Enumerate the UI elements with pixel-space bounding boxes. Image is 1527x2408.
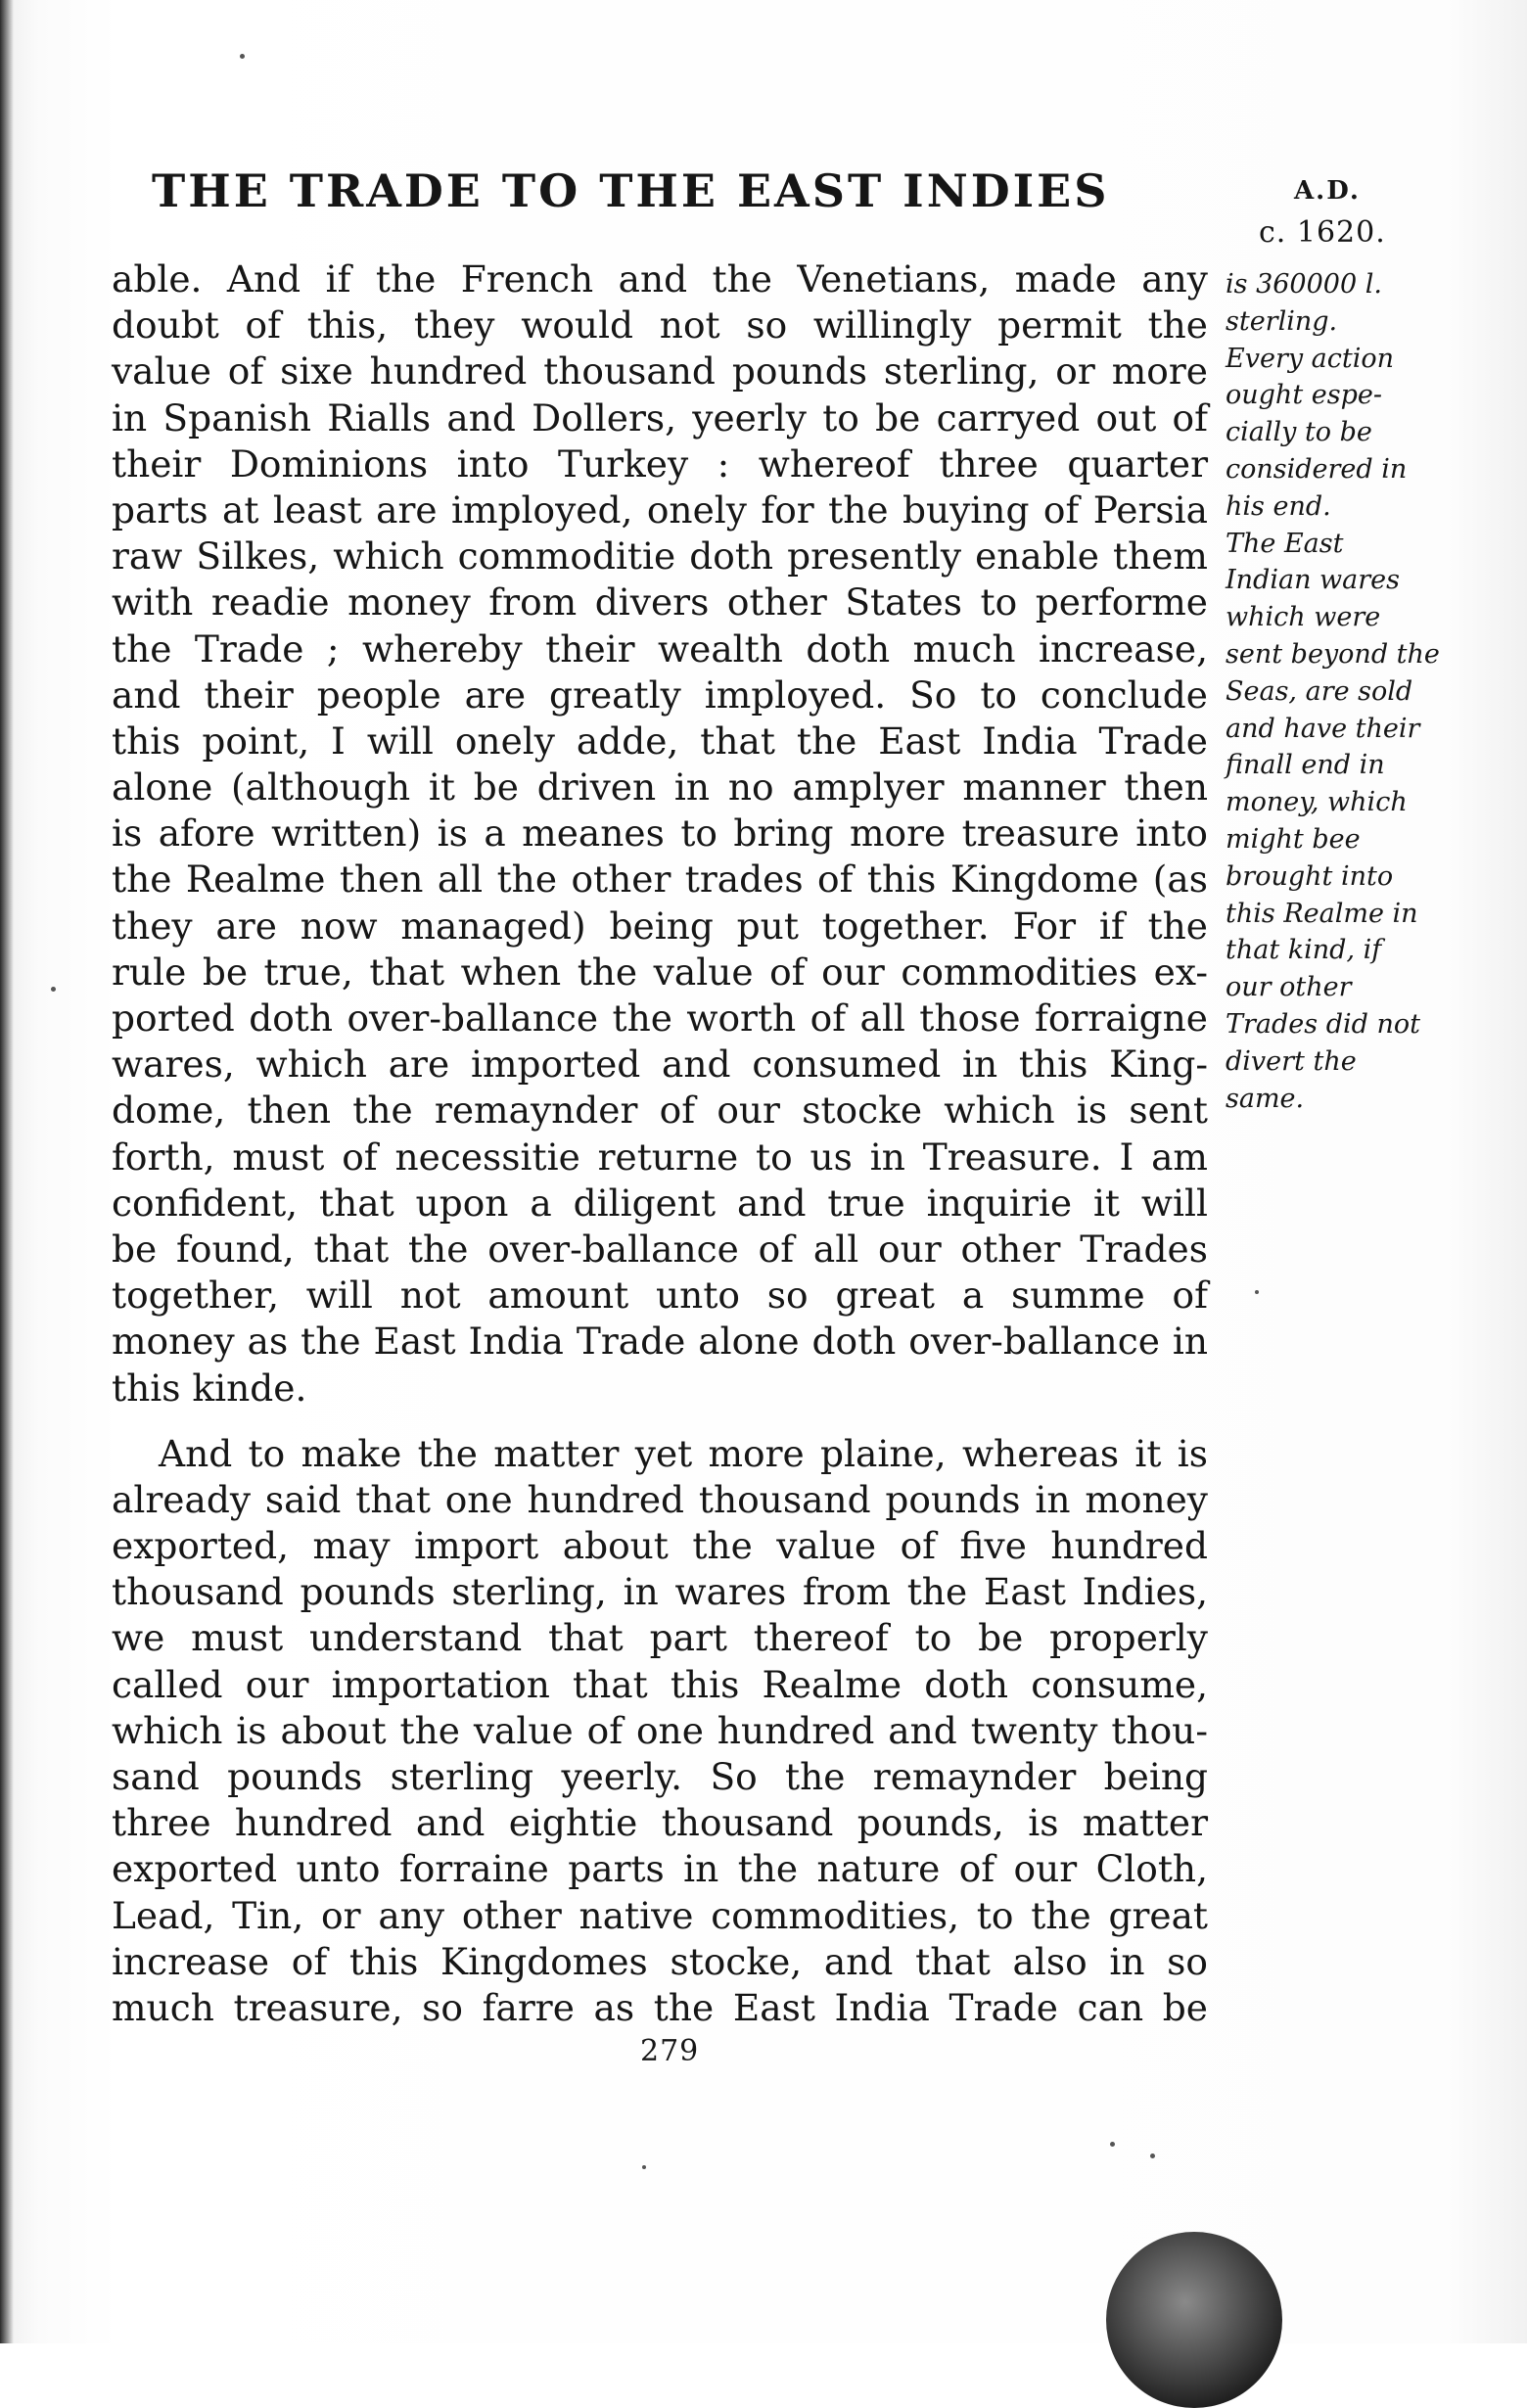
margin-note-line: his end. [1226, 490, 1331, 522]
text-line: with readie money from divers other States to performe [112, 580, 1208, 625]
text-line: together, will not amount unto so great a summe of [112, 1273, 1208, 1318]
text-line: exported, may import about the value of five hundred [112, 1524, 1208, 1568]
text-line: sand pounds sterling yeerly. So the remaynder being [112, 1755, 1208, 1798]
text-line: already said that one hundred thousand pounds in money [112, 1477, 1208, 1521]
era-label: A.D. [1294, 176, 1361, 206]
text-line: we must understand that part thereof to be properly [112, 1616, 1208, 1660]
margin-note-line: and have their [1226, 713, 1420, 744]
text-line: the Trade ; whereby their wealth doth much increase, [112, 626, 1208, 671]
dust-speck [240, 54, 245, 59]
dust-speck [1150, 2153, 1155, 2158]
margin-note-line: ought espe- [1226, 380, 1382, 411]
margin-note-line: sent beyond the [1226, 638, 1440, 670]
dust-speck [1110, 2142, 1115, 2147]
text-line: doubt of this, they would not so willingly permit the [112, 303, 1208, 347]
margin-note-line: same. [1226, 1083, 1305, 1114]
margin-note-line: this Realme in [1226, 898, 1418, 929]
text-line: which is about the value of one hundred and twenty thou- [112, 1708, 1208, 1752]
text-line: and their people are greatly imployed. So to conclude [112, 672, 1208, 717]
text-line: be found, that the over-ballance of all our other Trades [112, 1227, 1208, 1271]
text-line: ported doth over-ballance the worth of all those forraigne [112, 996, 1208, 1040]
text-line: the Realme then all the other trades of this Kingdome (as [112, 857, 1208, 902]
margin-note-line: our other [1226, 972, 1352, 1003]
date-label: c. 1620. [1259, 215, 1386, 250]
text-line: much treasure, so farre as the East India Trade can be [112, 1985, 1208, 2029]
text-line: this kinde. [112, 1366, 307, 1410]
margin-note-line: finall end in [1226, 750, 1385, 781]
margin-notes [1226, 266, 1460, 1117]
text-line: parts at least are imployed, onely for the buying of Persia [112, 487, 1208, 532]
margin-note-line: Indian wares [1226, 565, 1400, 596]
margin-note-line: divert the [1226, 1045, 1357, 1077]
text-line: Lead, Tin, or any other native commodities, to the great [112, 1893, 1208, 1937]
spine-shadow [0, 0, 14, 2343]
paragraph-1 [112, 256, 1208, 1412]
margin-note-line: Every action [1226, 343, 1395, 374]
text-line: raw Silkes, which commoditie doth presently enable them [112, 534, 1208, 579]
running-head: THE TRADE TO THE EAST INDIES [152, 164, 1110, 217]
dust-speck [1255, 1290, 1259, 1294]
text-line: three hundred and eightie thousand pounds, is matter [112, 1801, 1208, 1845]
text-line: exported unto forraine parts in the nature of our Cloth, [112, 1847, 1208, 1891]
margin-note-line: that kind, if [1226, 935, 1382, 966]
text-line: this point, I will onely adde, that the East India Trade [112, 718, 1208, 763]
text-line: And to make the matter yet more plaine, whereas it is [159, 1431, 1208, 1475]
text-line: alone (although it be driven in no amplyer manner then [112, 765, 1208, 810]
margin-note-line: cially to be [1226, 417, 1372, 448]
text-line: value of sixe hundred thousand pounds sterling, or more [112, 349, 1208, 394]
text-line: they are now managed) being put together. For if the [112, 903, 1208, 948]
text-line: dome, then the remaynder of our stocke which is sent [112, 1088, 1208, 1133]
paragraph-2 [112, 1431, 1208, 2031]
page-number: 279 [640, 2034, 700, 2068]
margin-note-line: is 360000 l. [1226, 269, 1382, 300]
dust-speck [51, 987, 56, 992]
text-line: increase of this Kingdomes stocke, and that also in so [112, 1939, 1208, 1983]
margin-note-line: brought into [1226, 860, 1394, 892]
margin-note-line: sterling. [1226, 305, 1338, 337]
margin-note-line: Trades did not [1226, 1008, 1420, 1040]
text-line: called our importation that this Realme doth consume, [112, 1662, 1208, 1706]
text-line: thousand pounds sterling, in wares from the East Indies, [112, 1570, 1208, 1614]
text-line: wares, which are imported and consumed in this King- [112, 1042, 1208, 1087]
text-line: money as the East India Trade alone doth over-ballance in [112, 1320, 1208, 1364]
margin-note-line: which were [1226, 602, 1381, 633]
text-line: able. And if the French and the Venetians, made any [112, 257, 1208, 301]
text-line: is afore written) is a meanes to bring more treasure into [112, 811, 1208, 856]
margin-note-line: The East [1226, 528, 1344, 559]
margin-note-line: money, which [1226, 787, 1408, 818]
text-line: their Dominions into Turkey : whereof three quarter [112, 441, 1208, 486]
margin-note-line: Seas, are sold [1226, 675, 1413, 707]
text-line: in Spanish Rialls and Dollers, yeerly to be carryed out of [112, 395, 1208, 440]
margin-note-line: might bee [1226, 823, 1361, 855]
text-line: forth, must of necessitie returne to us in Treasure. I am [112, 1135, 1208, 1179]
body-text [112, 256, 1208, 2031]
margin-note-line: considered in [1226, 453, 1408, 485]
text-line: confident, that upon a diligent and true inquirie it will [112, 1181, 1208, 1225]
dust-speck [642, 2165, 646, 2169]
text-line: rule be true, that when the value of our commodities ex- [112, 949, 1208, 994]
thumb-shadow [1106, 2232, 1282, 2408]
